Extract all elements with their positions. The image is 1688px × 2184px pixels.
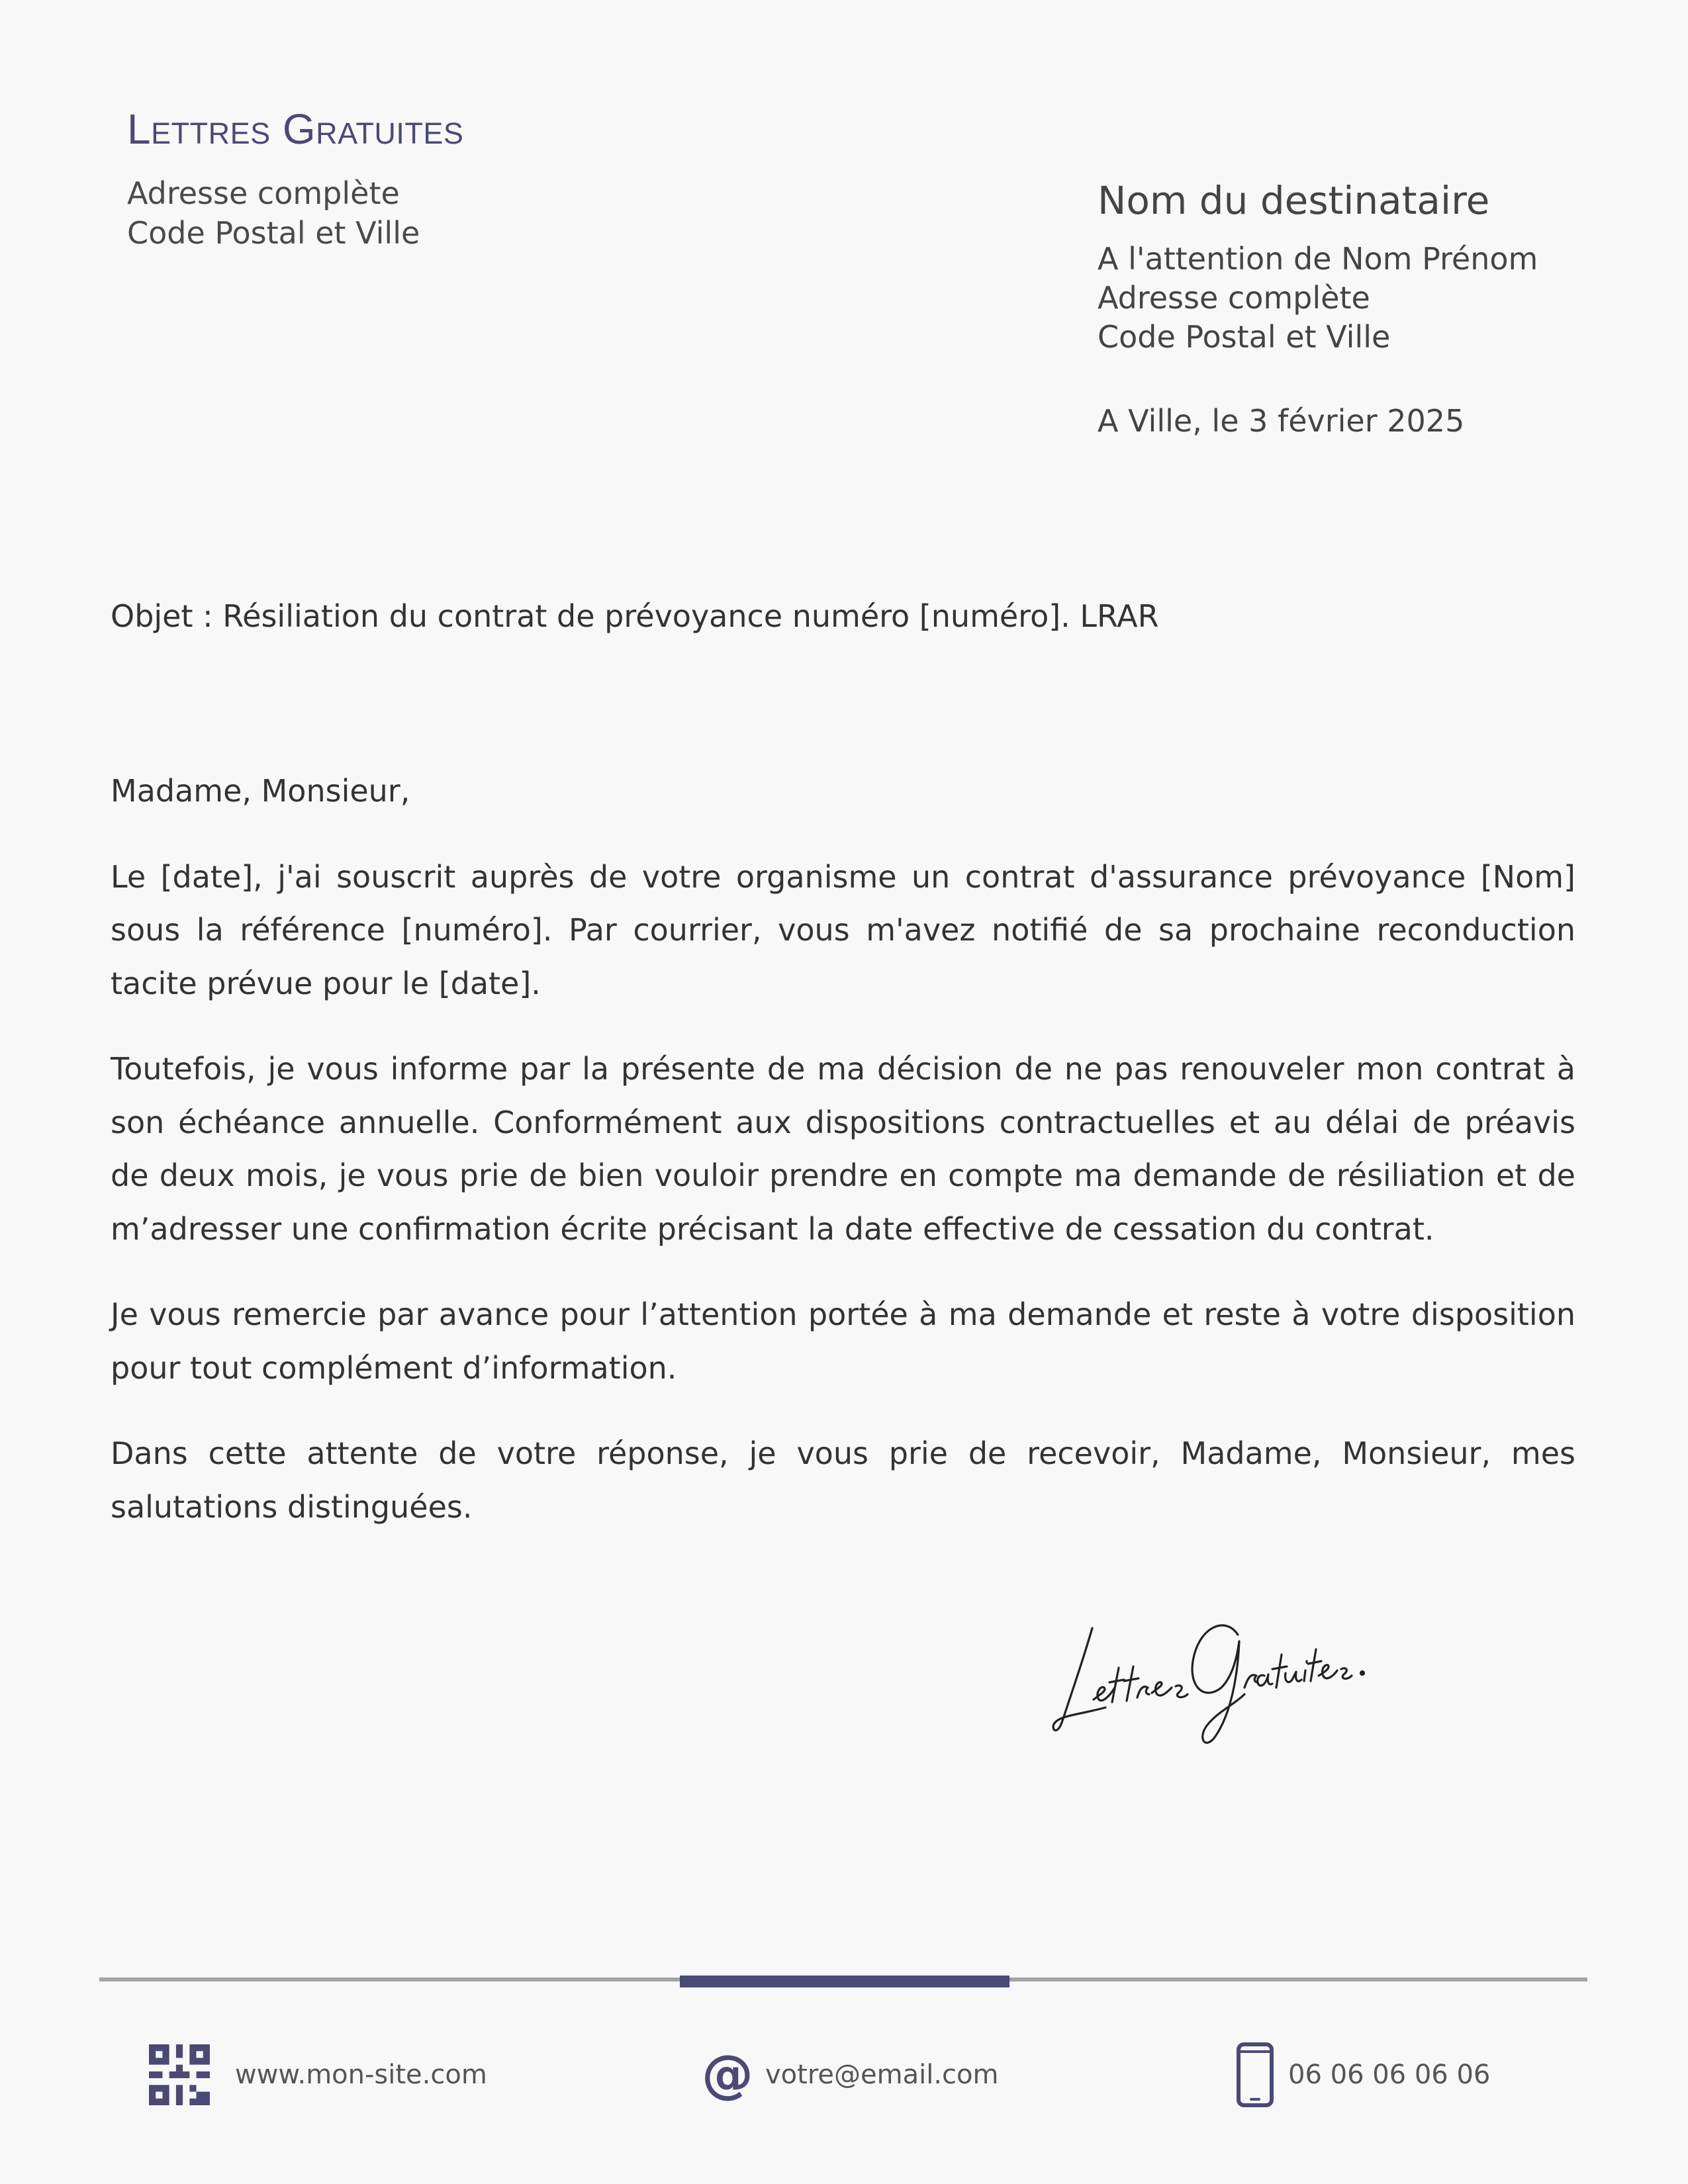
recipient-address-line1: Adresse complète [1098,280,1370,316]
body-paragraph-4: Dans cette attente de votre réponse, je vous prie de recevoir, Madame, Monsieur, mes salutations distinguées. [111,1435,1575,1525]
letter-body [111,764,1575,1566]
footer-phone [1237,2042,1490,2108]
qr-code-icon [149,2044,210,2105]
recipient-block [1098,171,1538,441]
sender-address-line2: Code Postal et Ville [127,215,420,251]
recipient-address-line2: Code Postal et Ville [1098,319,1391,355]
body-paragraph-2: Toutefois, je vous informe par la présente de ma décision de ne pas renouveler mon contrat à son échéance annuelle. Conformément aux dispositions contractuelles et au délai de préavis de deux mois, je vous prie de bien vouloir prendre en compte ma demande de résiliation et de m’adresser une confirmation écrite précisant la date effective de cessation du contrat. [111,1051,1575,1247]
sender-address [127,173,420,253]
sender-address-line1: Adresse complète [127,175,400,211]
sender-name: Lettres Gratuites [127,105,464,153]
recipient-name: Nom du destinataire [1098,178,1490,223]
letter-subject: Objet : Résiliation du contrat de prévoyance numéro [numéro]. LRAR [111,598,1159,634]
phone-number[interactable]: 06 06 06 06 06 [1288,2060,1491,2090]
body-paragraph-3: Je vous remercie par avance pour l’attention portée à ma demande et reste à votre disposition pour tout complément d’information. [111,1297,1575,1386]
handwritten-signature [1046,1588,1403,1747]
footer-email [702,2042,998,2108]
at-sign-icon: @ [702,2045,753,2105]
website-link[interactable]: www.mon-site.com [235,2060,487,2090]
recipient-attention: A l'attention de Nom Prénom [1098,241,1538,277]
mobile-phone-icon [1237,2042,1274,2107]
email-link[interactable]: votre@email.com [765,2060,999,2090]
recipient-address [1098,240,1538,357]
body-paragraph-1: Le [date], j'ai souscrit auprès de votre organisme un contrat d'assurance prévoyance [Nom] sous la référence [numéro]. Par courrier, vous m'avez notifié de sa prochaine reconduction tacite prévue pour le [date]. [111,858,1575,1001]
footer-accent-bar [680,1976,1009,1987]
footer-website [149,2042,487,2108]
letter-date: A Ville, le 3 février 2025 [1098,403,1465,439]
salutation: Madame, Monsieur, [111,773,410,809]
